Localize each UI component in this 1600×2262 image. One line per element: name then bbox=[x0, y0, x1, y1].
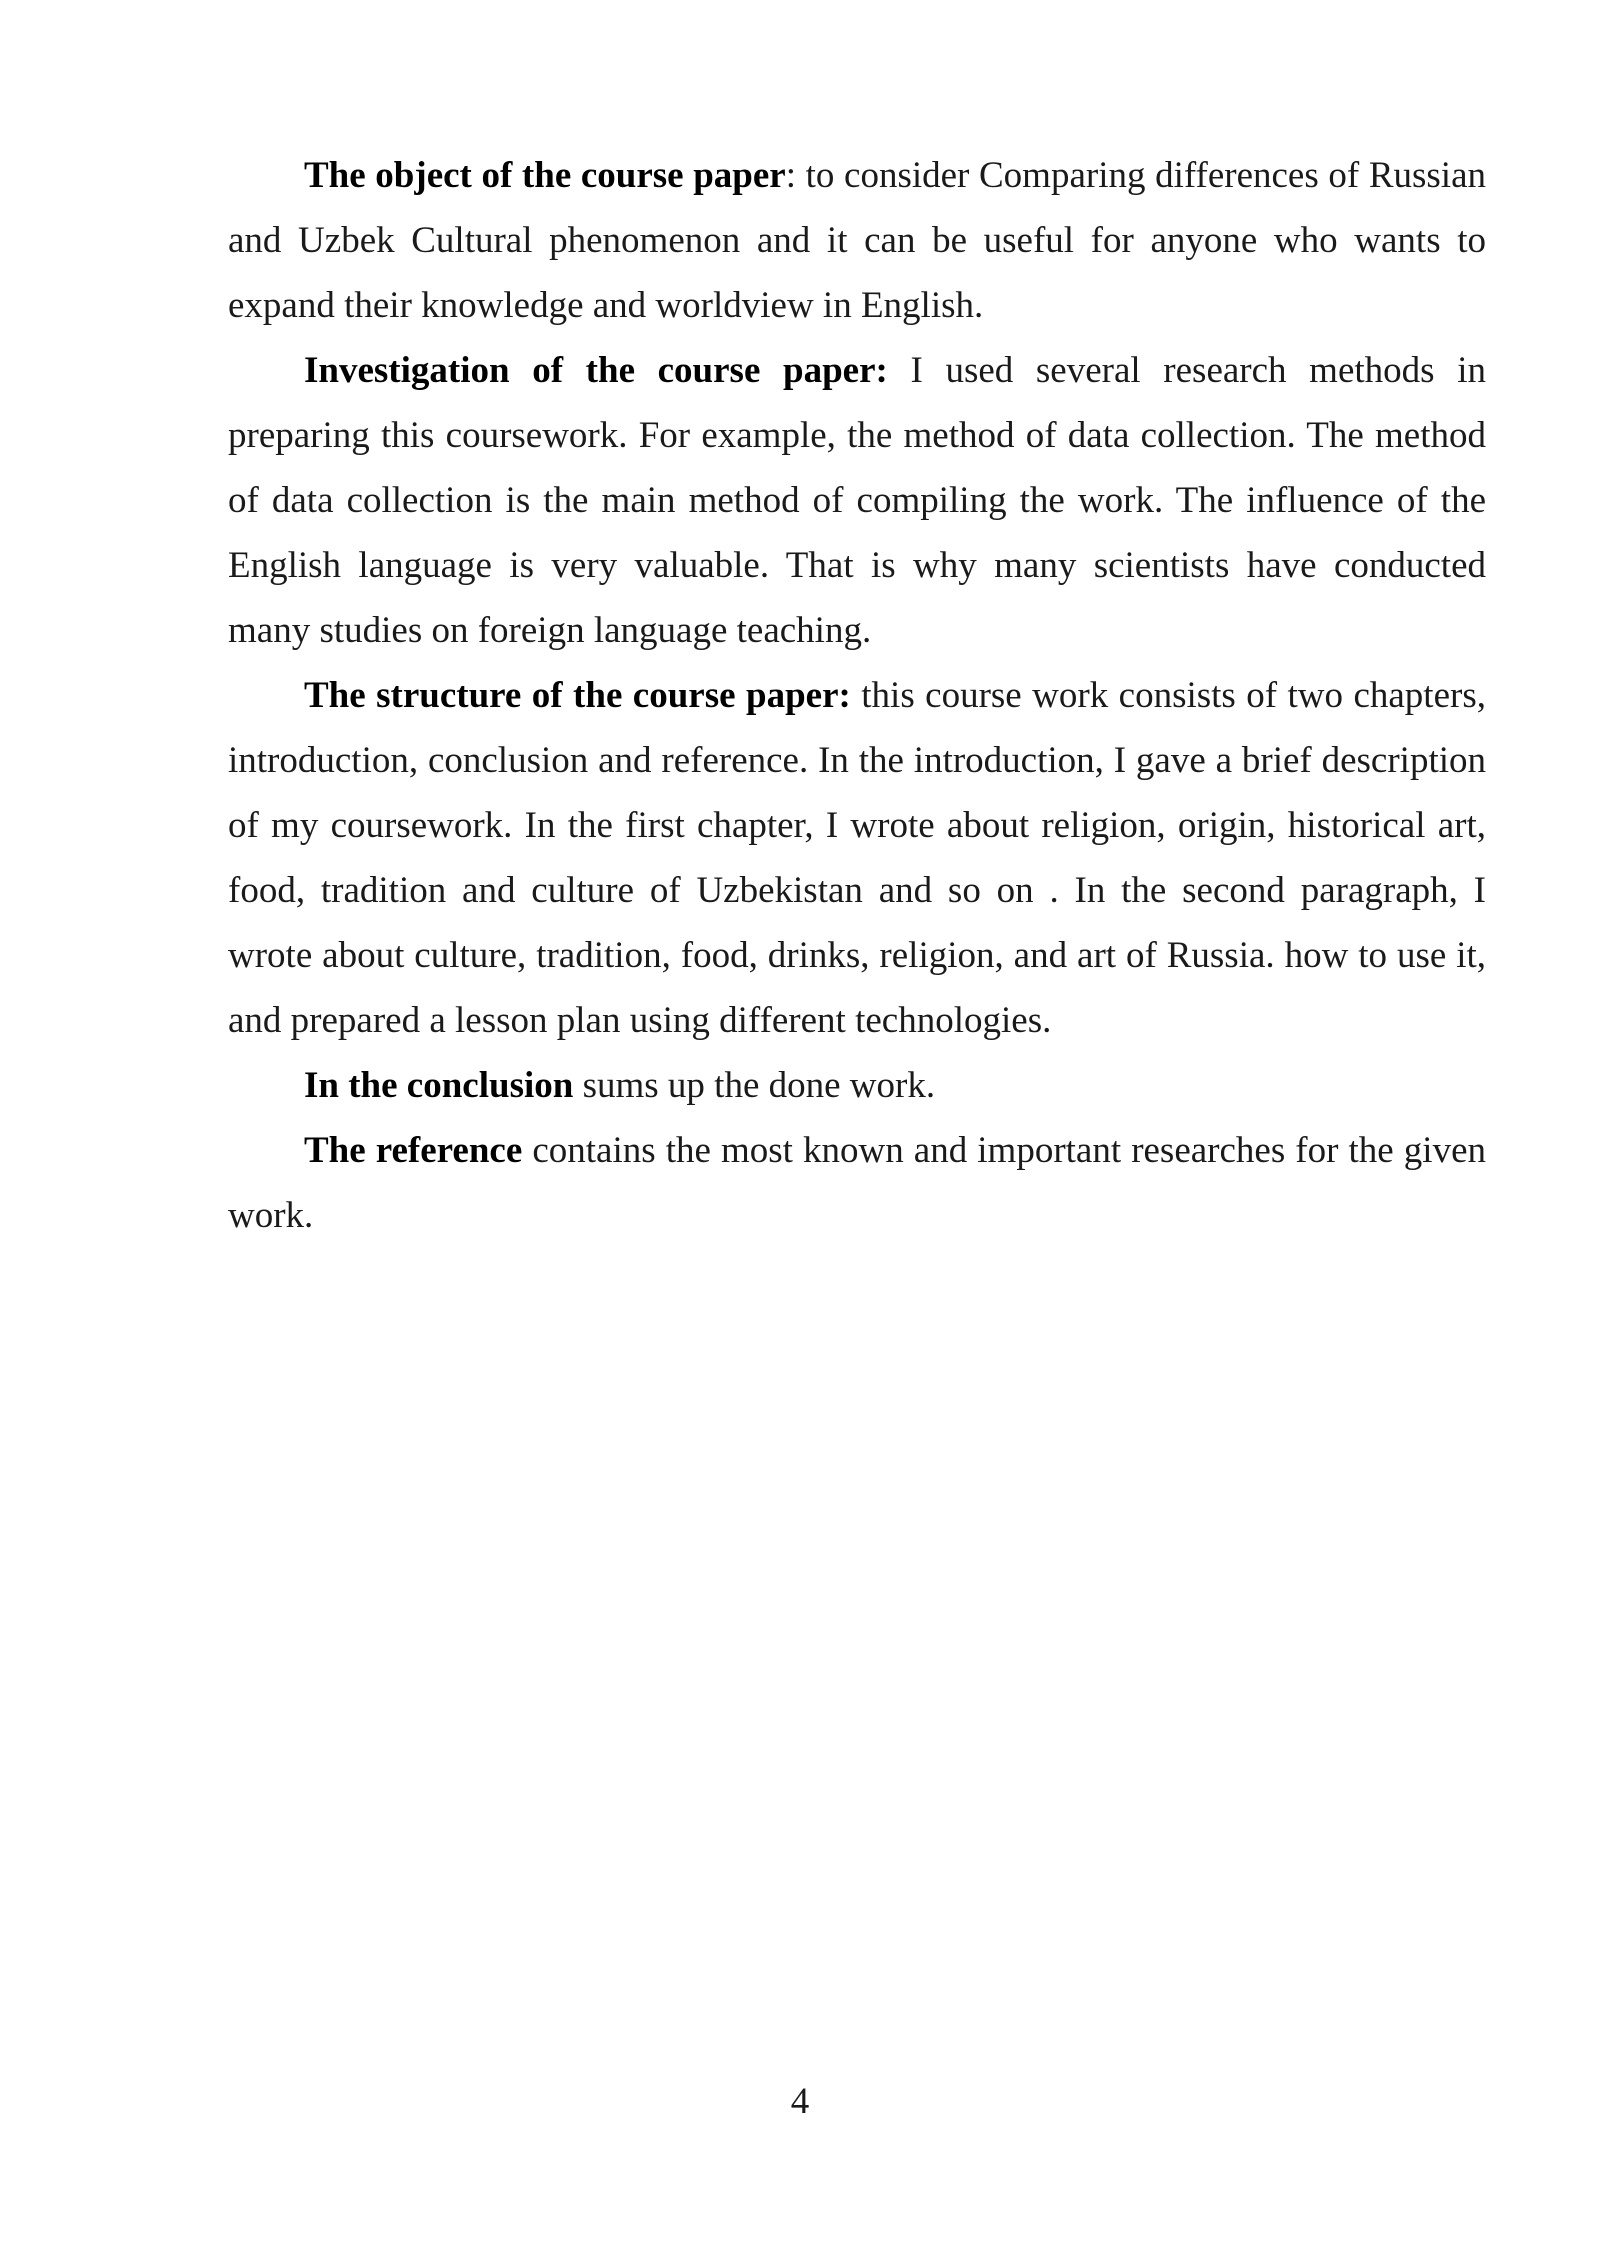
paragraph-investigation bbox=[228, 338, 1486, 663]
paragraph-heading: In the conclusion bbox=[304, 1065, 574, 1106]
paragraph-text: I used several research methods in preparing this coursework. For example, the method of data collection. The method of data collection is the main method of compiling the work. The influence of the English language is very valuable. That is why many scientists have conducted many studies on foreign language teaching. bbox=[228, 350, 1486, 651]
paragraph-heading: The reference bbox=[304, 1130, 523, 1171]
paragraph-conclusion bbox=[228, 1053, 1486, 1118]
paragraph-heading: Investigation of the course paper: bbox=[304, 350, 888, 391]
paragraph-structure bbox=[228, 663, 1486, 1053]
paragraph-heading: The object of the course paper bbox=[304, 155, 786, 196]
paragraph-heading: The structure of the course paper: bbox=[304, 675, 851, 716]
document-body bbox=[228, 143, 1486, 1248]
page-number: 4 bbox=[790, 2081, 810, 2122]
paragraph-text: contains the most known and important researches for the given work. bbox=[228, 1130, 1486, 1236]
paragraph-text: : to consider Comparing differences of Russian and Uzbek Cultural phenomenon and it can be useful for anyone who wants to expand their knowledge and worldview in English. bbox=[228, 155, 1486, 326]
paragraph-reference bbox=[228, 1118, 1486, 1248]
paragraph-text: this course work consists of two chapters, introduction, conclusion and reference. In the introduction, I gave a brief description of my coursework. In the first chapter, I wrote about religion, origin, historical art, food, tradition and culture of Uzbekistan and so on . In the second paragraph, I wrote about culture, tradition, food, drinks, religion, and art of Russia. how to use it, and prepared a lesson plan using different technologies. bbox=[228, 675, 1486, 1041]
paragraph-object bbox=[228, 143, 1486, 338]
paragraph-text: sums up the done work. bbox=[573, 1065, 936, 1106]
